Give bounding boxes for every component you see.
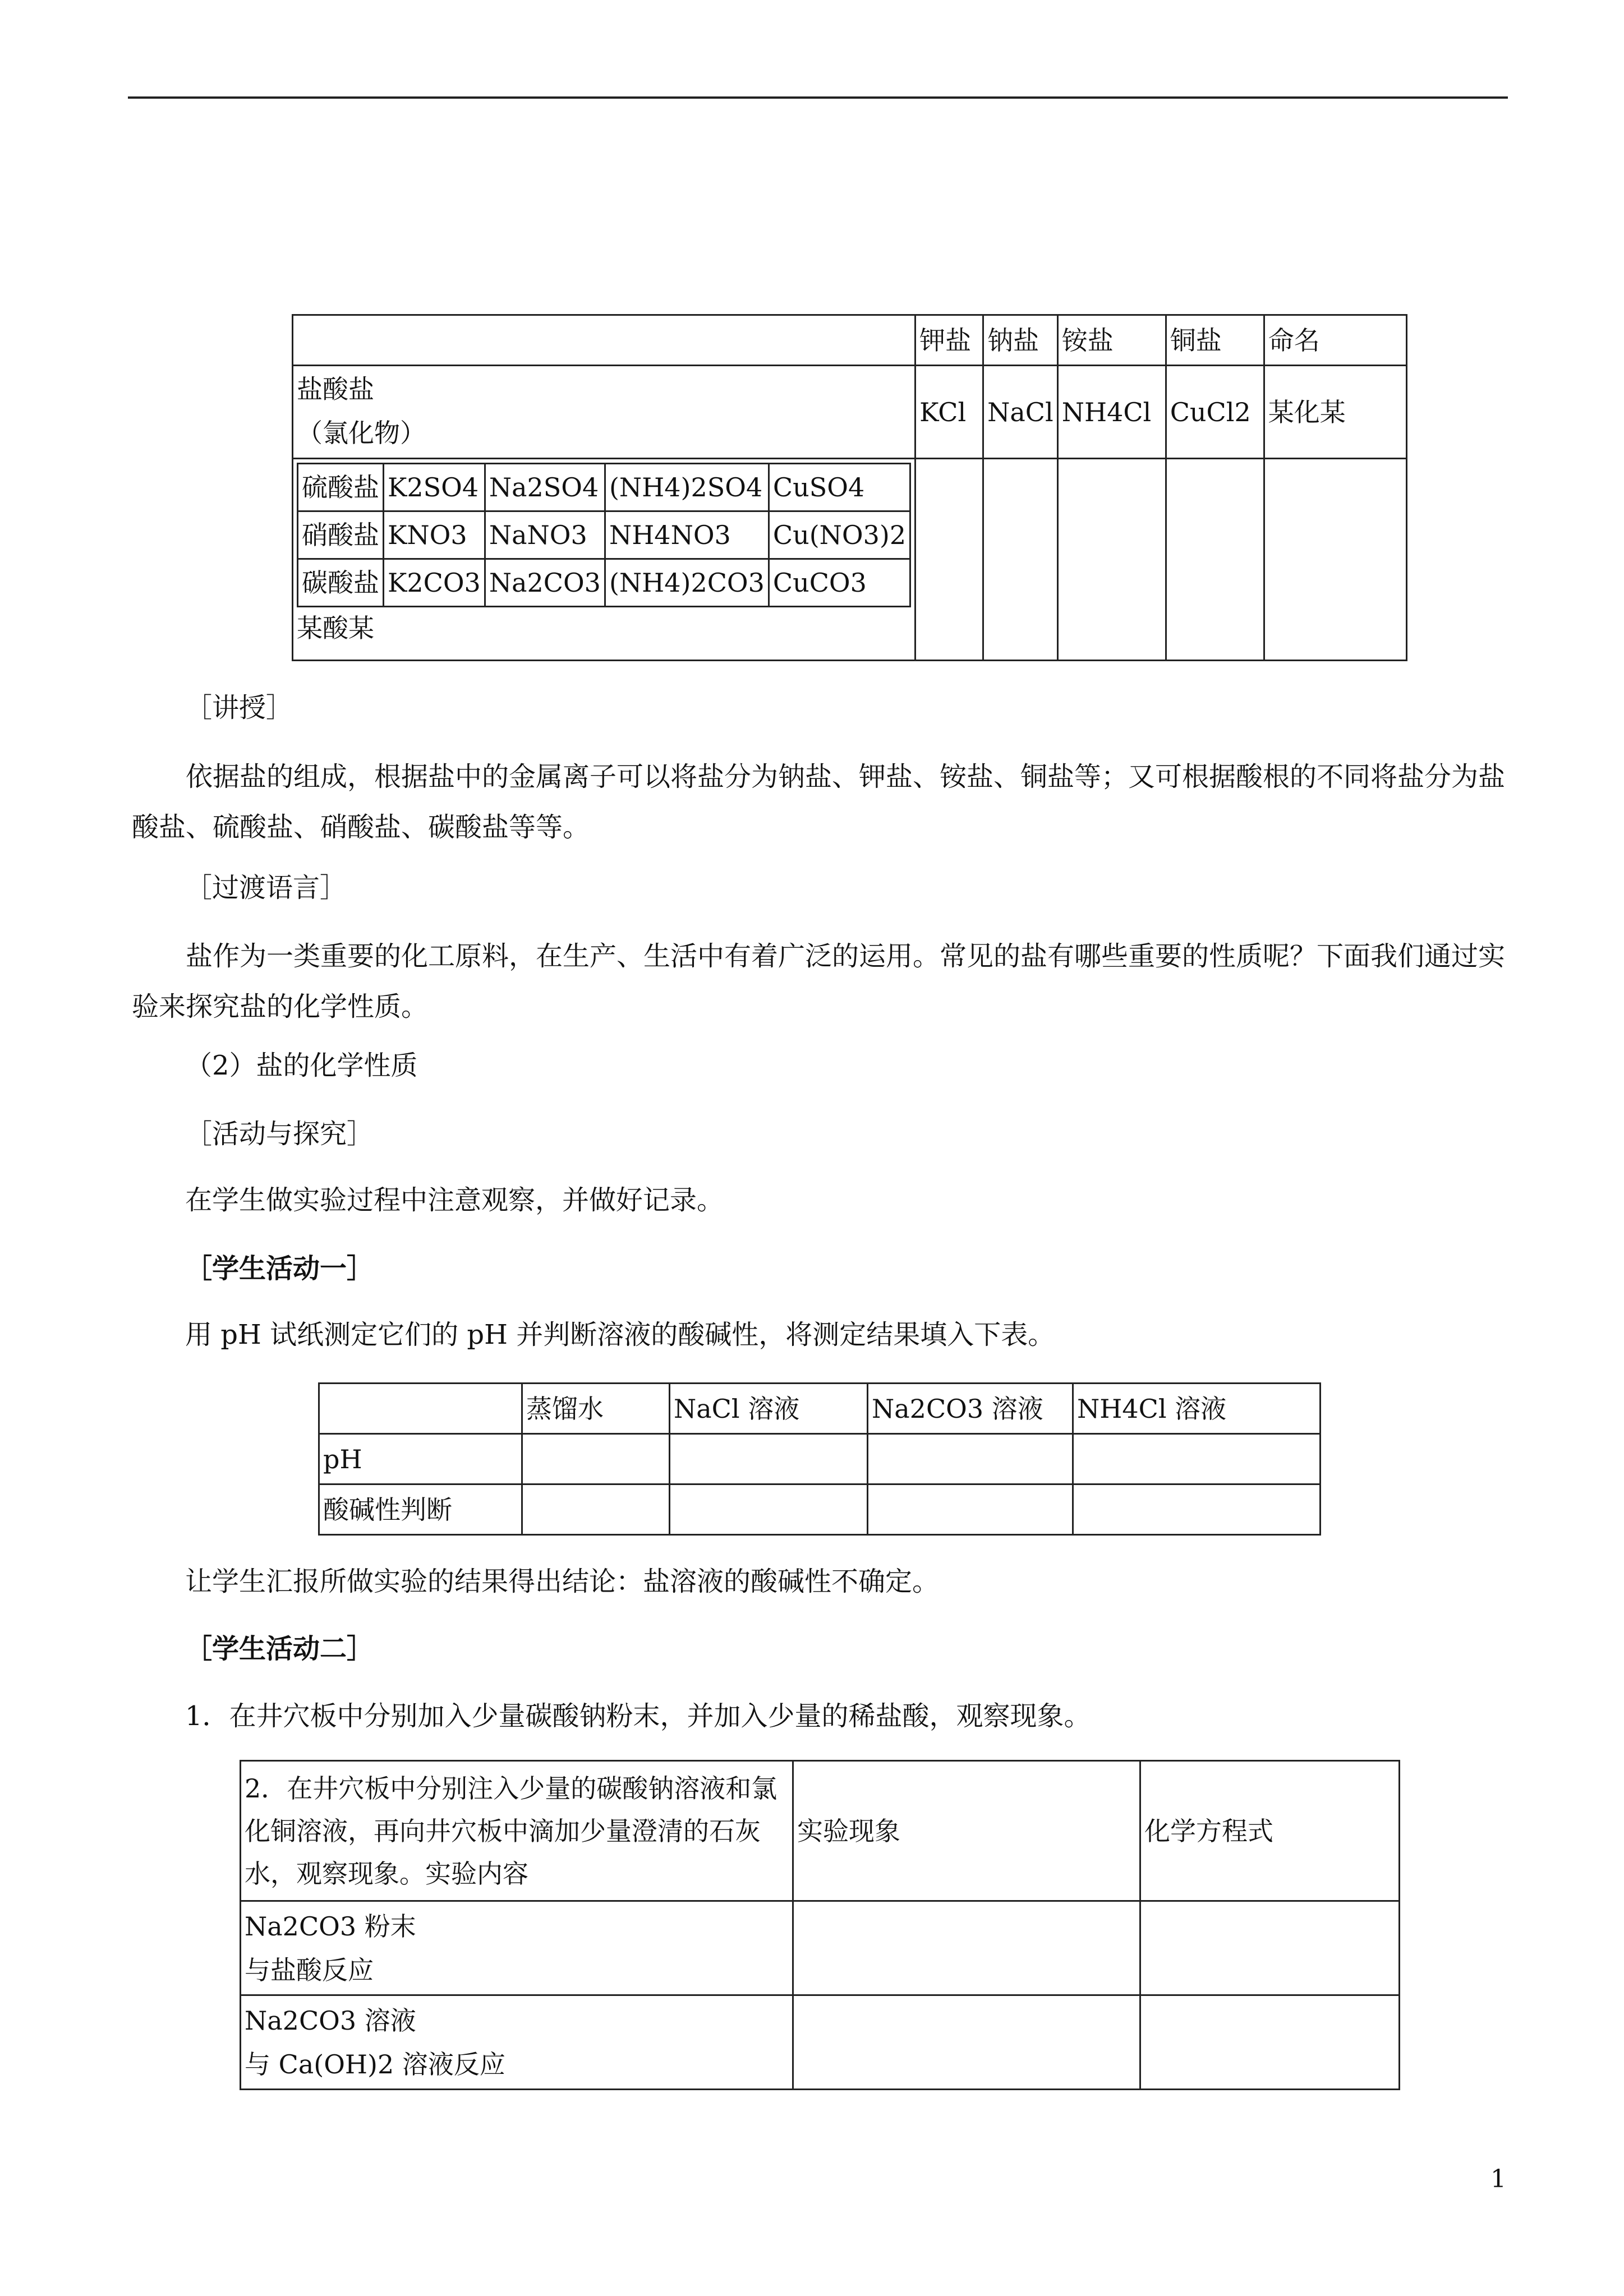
table-row: [293, 366, 1407, 459]
experiment-row-1: [241, 1901, 793, 1995]
student-activity-2-heading: ［学生活动二］: [185, 1633, 374, 1665]
oxyacid-salt-subtable: [297, 463, 911, 607]
table-row: [319, 1484, 1321, 1535]
table-cell: Cu(NO3)2: [769, 511, 910, 559]
table-cell: [1264, 459, 1406, 661]
naming-rule-label: 某酸某: [297, 613, 374, 643]
chloride-label: 盐酸盐: [297, 374, 374, 404]
table-cell: KNO3: [384, 511, 485, 559]
table-row: [298, 511, 910, 559]
table-row: [319, 1434, 1321, 1484]
table-row: [241, 1995, 1400, 2090]
empty-header-cell: [293, 315, 915, 366]
table-cell: [319, 1384, 522, 1434]
table-cell: CuCO3: [769, 559, 910, 607]
table-row: [319, 1384, 1321, 1434]
header-copper: 铜盐: [1166, 315, 1264, 366]
table-cell: NH4NO3: [605, 511, 769, 559]
header-equation: 化学方程式: [1140, 1761, 1400, 1901]
table-cell: [915, 459, 983, 661]
sulfate-label: 硫酸盐: [298, 464, 384, 511]
header-rule: [128, 96, 1508, 99]
carbonate-label: 碳酸盐: [298, 559, 384, 607]
ph-instruction: 用 pH 试纸测定它们的 pH 并判断溶液的酸碱性，将测定结果填入下表。: [185, 1319, 1055, 1350]
chloride-naming: 某化某: [1264, 366, 1406, 459]
table-row: [293, 315, 1407, 366]
table-cell: (NH4)2CO3: [605, 559, 769, 607]
chloride-copper: CuCl2: [1166, 366, 1264, 459]
header-potassium: 钾盐: [915, 315, 983, 366]
experiment-record-table: [240, 1760, 1400, 2090]
chloride-sublabel: （氯化物）: [297, 418, 426, 448]
table-row: [241, 1901, 1400, 1995]
transition-text: 盐作为一类重要的化工原料，在生产、生活中有着广泛的运用。常见的盐有哪些重要的性质呢？下面我们通过实验来探究盐的化学性质。: [132, 940, 1506, 1022]
table-cell: (NH4)2SO4: [605, 464, 769, 511]
table-cell: [1057, 459, 1166, 661]
row-label-ph: pH: [319, 1434, 522, 1484]
page-number: 1: [1490, 2165, 1506, 2193]
table-cell: [1140, 1901, 1400, 1995]
header-nacl-solution: NaCl 溶液: [670, 1384, 868, 1434]
table-cell: [793, 1995, 1140, 2090]
ph-measurement-table: [318, 1382, 1321, 1536]
table-cell: [522, 1484, 670, 1535]
table-cell: [983, 459, 1058, 661]
table-cell: [868, 1484, 1073, 1535]
lecture-text: 依据盐的组成，根据盐中的金属离子可以将盐分为钠盐、钾盐、铵盐、铜盐等；又可根据酸根的不同将盐分为盐酸盐、硫酸盐、硝酸盐、碳酸盐等等。: [132, 761, 1506, 843]
table-cell: [670, 1484, 868, 1535]
table-cell: [1140, 1995, 1400, 2090]
table-cell: [522, 1434, 670, 1484]
header-ammonium: 铵盐: [1057, 315, 1166, 366]
table-cell: [1166, 459, 1264, 661]
chloride-potassium: KCl: [915, 366, 983, 459]
row-label-acidity: 酸碱性判断: [319, 1484, 522, 1535]
student-activity-1-heading: ［学生活动一］: [185, 1253, 374, 1284]
table-cell: [670, 1434, 868, 1484]
header-nh4cl-solution: NH4Cl 溶液: [1073, 1384, 1321, 1434]
chloride-label-cell: [293, 366, 915, 459]
table-cell: Na2CO3: [485, 559, 605, 607]
table-cell: K2SO4: [384, 464, 485, 511]
table-row: [241, 1761, 1400, 1901]
experiment-row-2-line-1: Na2CO3 溶液: [245, 2005, 416, 2036]
table-row: [293, 459, 1407, 661]
salt-classification-table: [292, 314, 1407, 661]
table-cell: CuSO4: [769, 464, 910, 511]
experiment-row-1-line-1: Na2CO3 粉末: [245, 1911, 416, 1942]
header-sodium: 钠盐: [983, 315, 1058, 366]
table-cell: Na2SO4: [485, 464, 605, 511]
transition-heading: ［过渡语言］: [185, 872, 347, 903]
activity-heading: ［活动与探究］: [185, 1118, 374, 1150]
conclusion-text: 让学生汇报所做实验的结果得出结论：盐溶液的酸碱性不确定。: [185, 1566, 940, 1597]
header-phenomenon: 实验现象: [793, 1761, 1140, 1901]
table-cell: [1073, 1484, 1321, 1535]
table-row: [298, 559, 910, 607]
table-cell: [1073, 1434, 1321, 1484]
table-cell: K2CO3: [384, 559, 485, 607]
activity-text: 在学生做实验过程中注意观察，并做好记录。: [185, 1184, 724, 1216]
table-cell: [868, 1434, 1073, 1484]
oxyacid-salt-cell: [293, 459, 915, 661]
experiment-row-2-line-2: 与 Ca(OH)2 溶液反应: [245, 2049, 505, 2080]
header-na2co3-solution: Na2CO3 溶液: [868, 1384, 1073, 1434]
experiment-row-2: [241, 1995, 793, 2090]
chem-props-heading: （2）盐的化学性质: [185, 1050, 418, 1081]
table-cell: [793, 1901, 1140, 1995]
table-row: [298, 464, 910, 511]
lecture-heading: ［讲授］: [185, 692, 293, 723]
chloride-ammonium: NH4Cl: [1057, 366, 1166, 459]
chloride-sodium: NaCl: [983, 366, 1058, 459]
header-distilled-water: 蒸馏水: [522, 1384, 670, 1434]
nitrate-label: 硝酸盐: [298, 511, 384, 559]
table-cell: NaNO3: [485, 511, 605, 559]
header-experiment-content: 2．在井穴板中分别注入少量的碳酸钠溶液和氯化铜溶液，再向井穴板中滴加少量澄清的石灰水，观察现象。实验内容: [241, 1761, 793, 1901]
experiment-row-1-line-2: 与盐酸反应: [245, 1954, 374, 1985]
header-naming: 命名: [1264, 315, 1406, 366]
step-1-text: 1．在井穴板中分别加入少量碳酸钠粉末，并加入少量的稀盐酸，观察现象。: [185, 1700, 1091, 1732]
